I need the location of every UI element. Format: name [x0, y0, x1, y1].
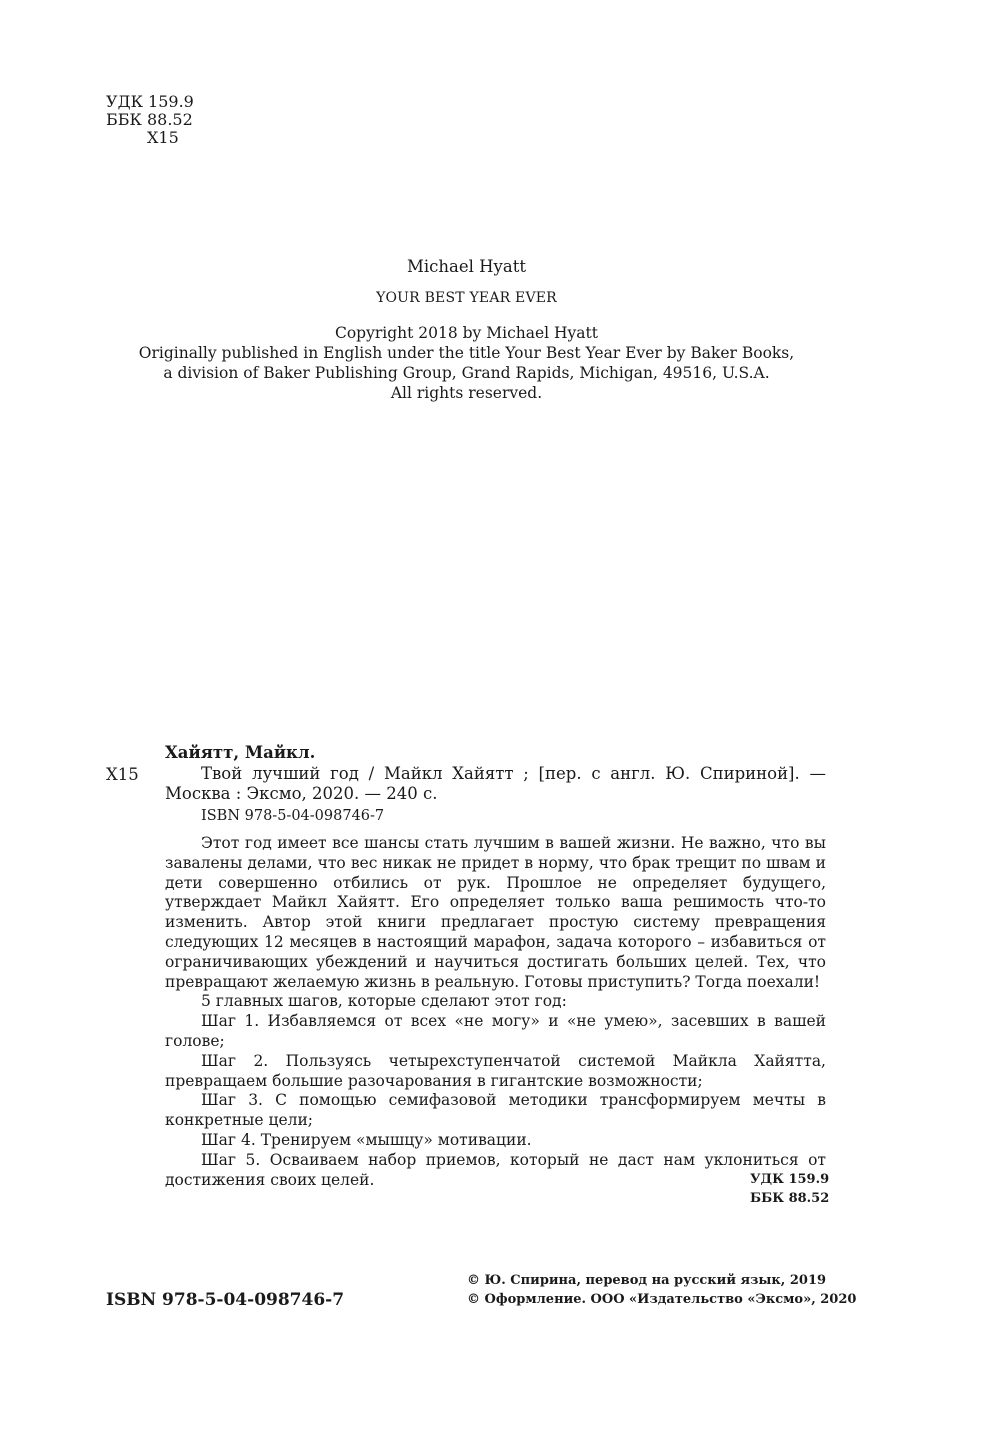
entry-classification [750, 1170, 829, 1208]
annotation-paragraph: 5 главных шагов, которые сделают этот год: [201, 992, 567, 1011]
annotation-paragraph: Шаг 5. Осваиваем набор приемов, который не даст нам уклониться от достижения своих целей. [165, 1150, 826, 1189]
classification-codes [106, 93, 194, 147]
footer-isbn: ISBN 978-5-04-098746-7 [106, 1290, 345, 1310]
copyright-notice [120, 323, 813, 403]
entry-udk: УДК 159.9 [750, 1172, 830, 1187]
entry-heading: Хайятт, Майкл. [165, 743, 316, 762]
author-mark: Х15 [147, 128, 179, 147]
copyright-line: Copyright 2018 by Michael Hyatt [334, 324, 599, 342]
annotation-paragraph: Этот год имеет все шансы стать лучшим в вашей жизни. Не важно, что вы завалены делами, что вес никак не придет в норму, что брак трещит по швам и дети совершенно отбились от рук. Прошлое не определяет будущего, утверждает Майкл Хайятт. Его определяет только ваша решимость что-то изменить. Автор этой книги предлагает простую систему превращения следующих 12 месяцев в настоящий марафон, задача которого – избавиться от ограничивающих убеждений и научиться достигать больших целей. Тех, что превращают желаемую жизнь в реальную. Готовы приступить? Тогда поехали! [165, 834, 826, 991]
entry-isbn: ISBN 978-5-04-098746-7 [201, 808, 385, 824]
credit-line: © Оформление. ООО «Издательство «Эксмо», 2020 [467, 1291, 857, 1307]
footer-credits [467, 1272, 856, 1309]
annotation-paragraph: Шаг 1. Избавляемся от всех «не могу» и «не умею», засевших в вашей голове; [165, 1012, 826, 1050]
entry-bbk: ББК 88.52 [750, 1191, 830, 1206]
annotation-paragraph: Шаг 3. С помощью семифазовой методики трансформируем мечты в конкретные цели; [165, 1091, 826, 1130]
credit-line: © Ю. Спирина, перевод на русский язык, 2019 [467, 1273, 827, 1288]
annotation-paragraph: Шаг 4. Тренируем «мышцу» мотивации. [201, 1130, 532, 1149]
original-title: YOUR BEST YEAR EVER [376, 290, 557, 306]
bbk-code: ББК 88.52 [106, 110, 193, 129]
copyright-line: a division of Baker Publishing Group, Grand Rapids, Michigan, 49516, U.S.A. [163, 364, 770, 382]
udk-code: УДК 159.9 [106, 92, 194, 111]
entry-description: Твой лучший год / Майкл Хайятт ; [пер. с англ. Ю. Спириной]. — Москва : Эксмо, 2020. — 240 с. [165, 764, 826, 803]
annotation-paragraph: Шаг 2. Пользуясь четырехступенчатой системой Майкла Хайятта, превращаем большие разочарования в гигантские возможности; [165, 1051, 826, 1090]
copyright-line: All rights reserved. [390, 384, 543, 402]
entry-author-mark: Х15 [106, 765, 139, 784]
copyright-line: Originally published in English under the title Your Best Year Ever by Baker Books, [138, 344, 795, 362]
original-author: Michael Hyatt [407, 257, 526, 276]
annotation [165, 834, 826, 1190]
